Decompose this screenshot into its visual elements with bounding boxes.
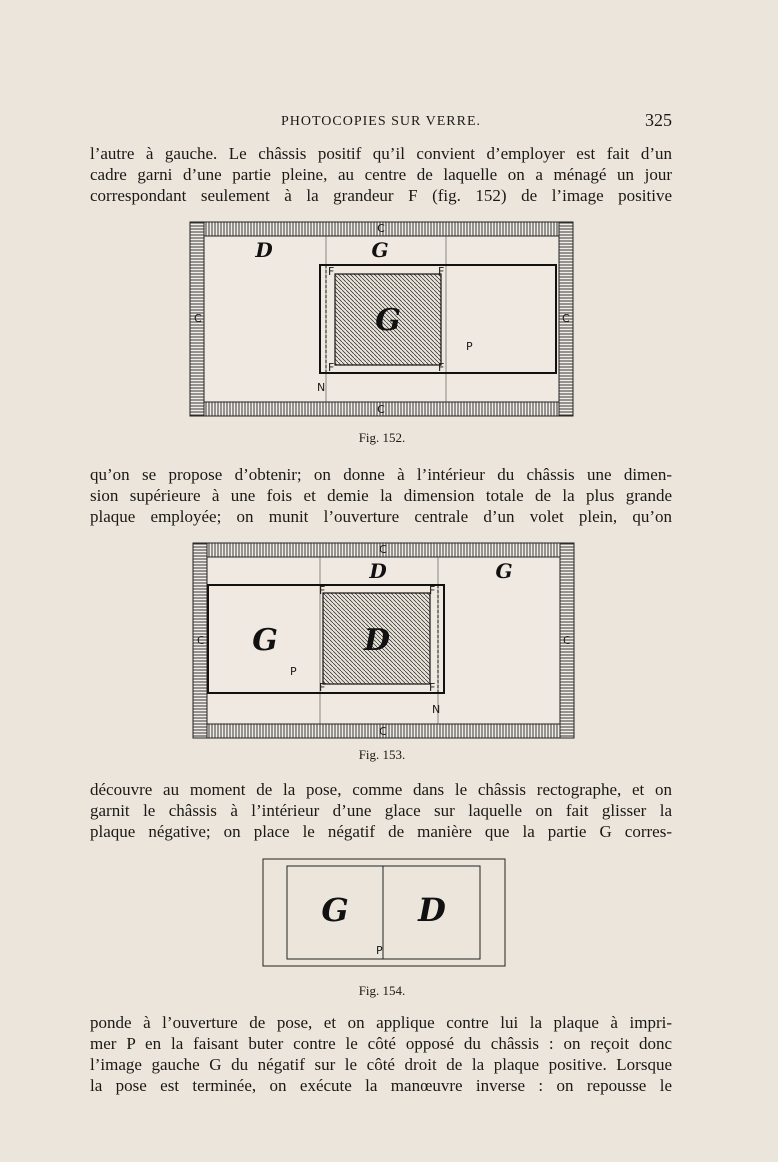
running-header (90, 110, 672, 134)
figure-153 (193, 543, 576, 739)
text-line: sion supérieure à une fois et demie la dimension totale de la plus grande (90, 486, 672, 505)
text-line: découvre au moment de la pose, comme dans le châssis rectographe, et on (90, 780, 672, 799)
label-c-left: C (194, 312, 202, 325)
text-line: mer P en la faisant buter contre le côté opposé du châssis : on reçoit donc (90, 1034, 672, 1053)
label-d-region: D (255, 238, 273, 262)
running-title: PHOTOCOPIES SUR VERRE. (280, 114, 482, 129)
text-line: plaque employée; on munit l’ouverture centrale d’un volet plein, qu’on (90, 507, 672, 526)
paragraph-1 (90, 143, 672, 206)
text-line: qu’on se propose d’obtenir; on donne à l’intérieur du châssis une dimen- (90, 465, 672, 484)
label-f: F (319, 584, 326, 597)
label-d-window: D (363, 623, 391, 658)
paragraph-2 (90, 464, 672, 527)
label-c-top: C (379, 543, 387, 556)
label-c-bottom: C (379, 725, 387, 738)
label-d-region: D (369, 559, 387, 583)
label-c-top: C (377, 222, 385, 235)
text-line: garnit le châssis à l’intérieur d’une glace sur laquelle on fait glisser la (90, 801, 672, 820)
label-plate: P (376, 944, 383, 957)
text-line: l’image gauche G du négatif sur le côté droit de la plaque positive. Lorsque (90, 1055, 672, 1074)
outer-frame (263, 859, 505, 966)
label-negative: N (432, 703, 441, 716)
label-f: F (328, 361, 335, 374)
label-c-left: C (197, 634, 205, 647)
page-number: 325 (645, 110, 672, 130)
label-g-region: G (495, 559, 513, 583)
figure-152 (190, 222, 575, 417)
label-plate: P (466, 340, 473, 353)
figure-154 (262, 858, 507, 968)
label-f: F (429, 584, 436, 597)
label-g: G (321, 891, 349, 929)
label-f: F (438, 265, 445, 278)
fig-154-caption: Fig. 154. (358, 983, 406, 998)
text-line: plaque négative; on place le négatif de manière que la partie G corres- (90, 822, 672, 841)
text-line: la pose est terminée, on exécute la manœuvre inverse : on repousse le (90, 1076, 672, 1095)
label-plate: P (290, 665, 297, 678)
label-f: F (328, 265, 335, 278)
label-f: F (319, 681, 326, 694)
text-line: correspondant seulement à la grandeur F (fig. 152) de l’image positive (90, 186, 672, 205)
text-line: ponde à l’ouverture de pose, et on applique contre lui la plaque à impri- (90, 1013, 672, 1032)
label-g-region: G (371, 238, 389, 262)
label-g-plate: G (252, 623, 278, 658)
label-f: F (438, 361, 445, 374)
label-c-right: C (563, 634, 571, 647)
paragraph-3 (90, 779, 672, 842)
text-line: l’autre à gauche. Le châssis positif qu’il convient d’employer est fait d’un (90, 144, 672, 163)
label-f: F (429, 681, 436, 694)
text-line: cadre garni d’une partie pleine, au centre de laquelle on a ménagé un jour (90, 165, 672, 184)
label-g-window: G (375, 303, 401, 338)
label-c-bottom: C (377, 403, 385, 416)
fig-153-caption: Fig. 153. (358, 747, 406, 762)
fig-152-caption: Fig. 152. (358, 430, 406, 445)
label-negative: N (317, 381, 326, 394)
label-c-right: C (562, 312, 570, 325)
label-d: D (418, 891, 446, 929)
paragraph-4 (90, 1012, 672, 1096)
